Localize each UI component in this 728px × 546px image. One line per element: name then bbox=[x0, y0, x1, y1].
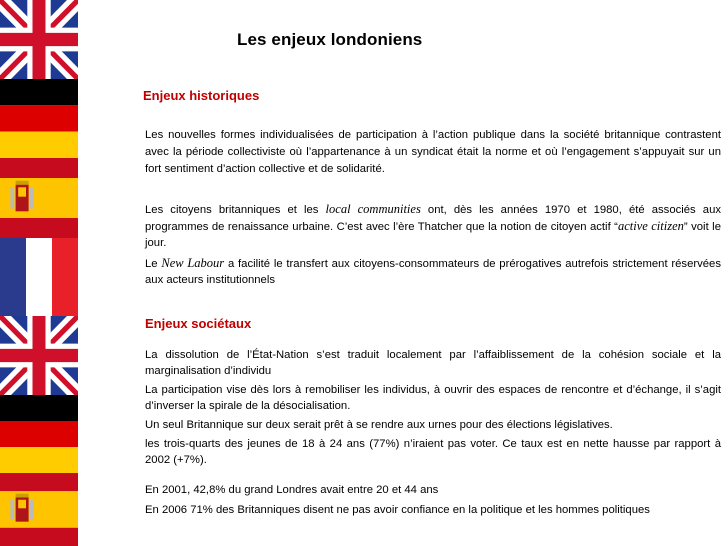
p2-text-middle: ont, dès les années 1970 et 1980, été associés aux programmes de renaissance urbaine. C’est avec l’ère Thatcher que la notion de citoyen actif “ bbox=[145, 204, 722, 233]
paragraph-historiques-2 bbox=[145, 201, 721, 251]
section-heading-historiques: Enjeux historiques bbox=[143, 88, 260, 103]
p3-text-before: Le bbox=[145, 258, 162, 270]
flag-strip bbox=[0, 0, 78, 546]
slide-title: Les enjeux londoniens bbox=[237, 30, 423, 49]
societaux-item-6: En 2006 71% des Britanniques disent ne pas avoir confiance en la politique et les hommes politiques bbox=[145, 504, 650, 516]
p3-term-new-labour: New Labour bbox=[161, 256, 225, 270]
p2-text-before: Les citoyens britanniques et les bbox=[145, 204, 326, 216]
p2-term-active-citizen: active citizen bbox=[617, 219, 684, 233]
p2-text-after: ” voit le jour. bbox=[145, 221, 721, 249]
uk-flag-icon bbox=[0, 316, 78, 395]
section-heading-societaux: Enjeux sociétaux bbox=[145, 316, 252, 331]
spain-flag-icon bbox=[0, 473, 78, 546]
societaux-item-4: les trois-quarts des jeunes de 18 à 24 ans (77%) n’iraient pas voter. Ce taux est en nette hausse par rapport à 2002 (+7%). bbox=[145, 438, 721, 466]
france-flag-icon bbox=[0, 238, 78, 316]
paragraph-historiques-1: Les nouvelles formes individualisées de participation à l’action publique dans la société britannique contrastent avec la période collectiviste où l’appartenance à un syndicat était la norme et où l’engagement s’appuyait sur un fort sentiment d’action collective et de solidarité. bbox=[145, 129, 721, 175]
spain-flag-icon bbox=[0, 158, 78, 238]
societaux-item-3: Un seul Britannique sur deux serait prêt à se rendre aux urnes pour des élections législatives. bbox=[145, 419, 613, 431]
p2-term-local-communities: local communities bbox=[325, 202, 421, 216]
p3-text-after: a facilité le transfert aux citoyens-consommateurs de prérogatives autrefois strictement réservées aux acteurs institutionnels bbox=[145, 258, 721, 286]
societaux-item-2: La participation vise dès lors à remobiliser les individus, à ouvrir des espaces de rencontre et d’échange, il s’agit d’inverser la spirale de la désocialisation. bbox=[145, 384, 721, 412]
societaux-item-1: La dissolution de l’État-Nation s’est traduit localement par l’affaiblissement de la cohésion sociale et la marginalisation d’individu bbox=[145, 349, 721, 377]
societaux-item-5: En 2001, 42,8% du grand Londres avait entre 20 et 44 ans bbox=[145, 484, 439, 496]
germany-flag-icon bbox=[0, 79, 78, 158]
paragraph-historiques-3 bbox=[145, 255, 721, 288]
germany-flag-icon bbox=[0, 395, 78, 473]
uk-flag-icon bbox=[0, 0, 78, 79]
